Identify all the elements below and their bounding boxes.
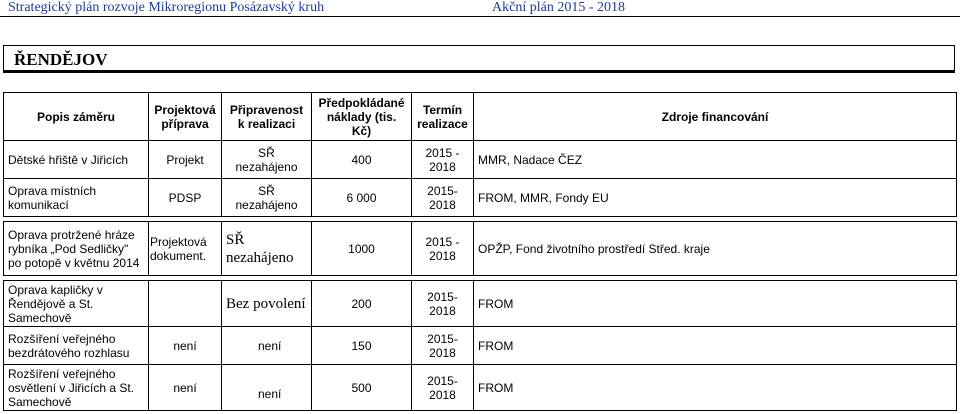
- table-row: [4, 365, 957, 411]
- cell-priprava: [149, 281, 222, 327]
- cell-zdroje: MMR, Nadace ČEZ: [474, 141, 957, 179]
- header-document-title: Strategický plán rozvoje Mikroregionu Posázavský kruh: [8, 0, 325, 15]
- cell-naklady: 1000: [312, 222, 412, 276]
- table-row: [4, 327, 957, 365]
- cell-priprava: není: [149, 365, 222, 411]
- cell-termin: 2015- 2018: [412, 281, 474, 327]
- cell-priprava: PDSP: [149, 179, 222, 217]
- column-header-popis: Popis záměru: [4, 93, 149, 141]
- cell-popis: Oprava kapličky v Řendějově a St. Samechově: [4, 281, 149, 327]
- section-title: ŘENDĚJOV: [14, 50, 108, 69]
- cell-zdroje: FROM, MMR, Fondy EU: [474, 179, 957, 217]
- cell-zdroje: FROM: [474, 281, 957, 327]
- cell-popis: Rozšíření veřejného bezdrátového rozhlasu: [4, 327, 149, 365]
- cell-termin: 2015- 2018: [412, 327, 474, 365]
- table-row: [4, 281, 957, 327]
- cell-pripravenost: není: [222, 365, 312, 411]
- cell-pripravenost: SŘ nezahájeno: [222, 179, 312, 217]
- cell-priprava: Projektová dokument.: [149, 222, 222, 276]
- table-row: [4, 179, 957, 217]
- cell-popis: Oprava místních komunikací: [4, 179, 149, 217]
- cell-pripravenost: není: [222, 327, 312, 365]
- cell-pripravenost: Bez povolení: [222, 281, 312, 327]
- column-header-naklady: Předpokládané náklady (tis. Kč): [312, 93, 412, 141]
- cell-priprava: není: [149, 327, 222, 365]
- cell-popis: Oprava protržené hráze rybníka „Pod Sedličky" po potopě v květnu 2014: [4, 222, 149, 276]
- action-plan-table: [3, 92, 957, 411]
- cell-pripravenost: SŘ nezahájeno: [222, 222, 312, 276]
- cell-naklady: 6 000: [312, 179, 412, 217]
- cell-naklady: 150: [312, 327, 412, 365]
- section-title-box: [3, 45, 955, 73]
- column-header-priprava: Projektová příprava: [149, 93, 222, 141]
- table-row: [4, 141, 957, 179]
- column-header-termin: Termín realizace: [412, 93, 474, 141]
- cell-popis: Rozšíření veřejného osvětlení v Jiřicích a St. Samechově: [4, 365, 149, 411]
- cell-termin: 2015- 2018: [412, 179, 474, 217]
- cell-naklady: 200: [312, 281, 412, 327]
- cell-termin: 2015- 2018: [412, 365, 474, 411]
- cell-naklady: 400: [312, 141, 412, 179]
- cell-termin: 2015 - 2018: [412, 141, 474, 179]
- cell-zdroje: FROM: [474, 365, 957, 411]
- cell-pripravenost: SŘ nezahájeno: [222, 141, 312, 179]
- header-plan-title: Akční plán 2015 - 2018: [492, 0, 625, 15]
- cell-zdroje: FROM: [474, 327, 957, 365]
- column-header-pripravenost: Připravenost k realizaci: [222, 93, 312, 141]
- column-header-zdroje: Zdroje financování: [474, 93, 957, 141]
- cell-termin: 2015 - 2018: [412, 222, 474, 276]
- table-row: [4, 222, 957, 276]
- header-divider: [0, 16, 960, 17]
- cell-zdroje: OPŽP, Fond životního prostředí Střed. kraje: [474, 222, 957, 276]
- cell-popis: Dětské hřiště v Jiřicích: [4, 141, 149, 179]
- cell-naklady: 500: [312, 365, 412, 411]
- cell-priprava: Projekt: [149, 141, 222, 179]
- table-header-row: [4, 93, 957, 141]
